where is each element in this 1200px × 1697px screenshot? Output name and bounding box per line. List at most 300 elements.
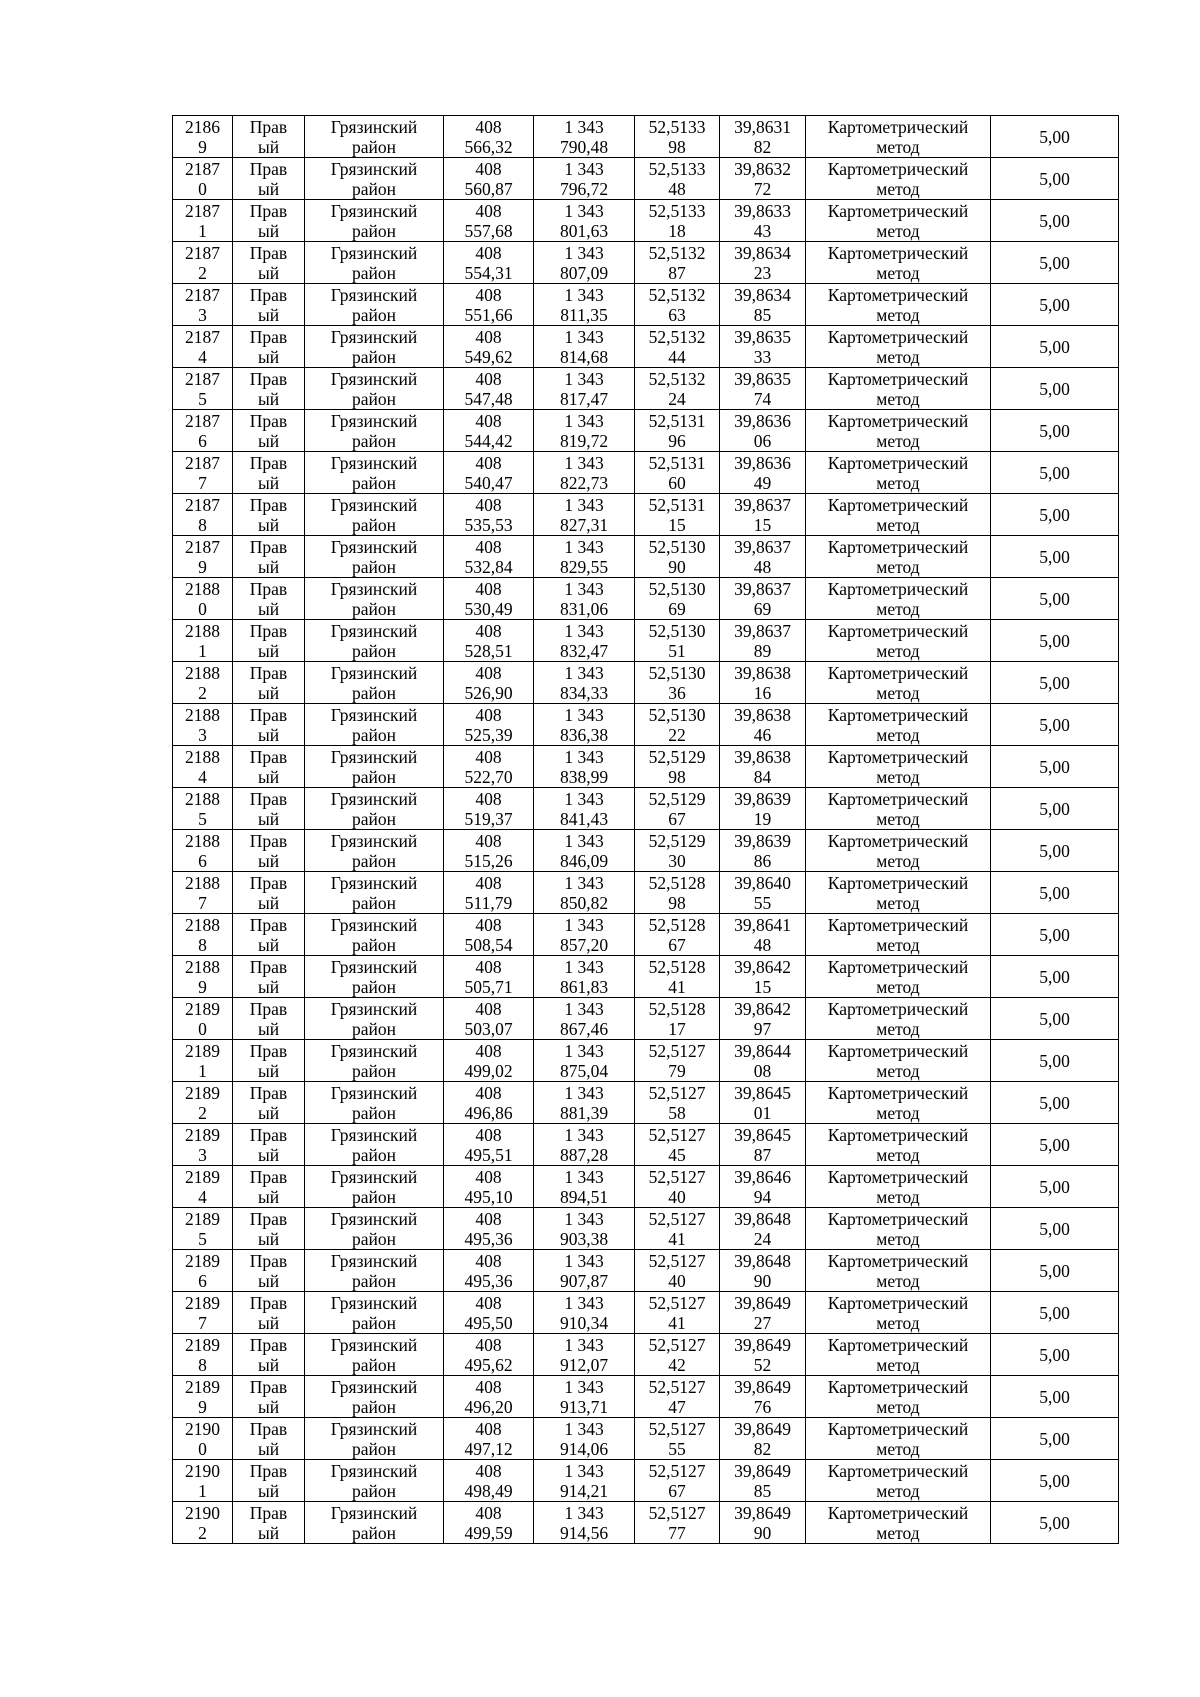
bank-side-cell-line: Прав xyxy=(249,536,288,557)
method-cell-line: метод xyxy=(876,1396,920,1417)
longitude-cell xyxy=(720,788,806,830)
table-row xyxy=(173,200,1119,242)
table-row xyxy=(173,1292,1119,1334)
latitude-cell-line: 87 xyxy=(668,262,686,283)
x-coordinate-cell xyxy=(444,1124,534,1166)
longitude-cell-line: 39,8631 xyxy=(734,116,791,137)
method-cell-line: Картометрический xyxy=(827,1376,969,1397)
y-coordinate-cell xyxy=(534,1334,635,1376)
method-cell-line: Картометрический xyxy=(827,704,969,725)
method-cell xyxy=(806,326,991,368)
longitude-cell xyxy=(720,536,806,578)
x-coordinate-cell-line: 554,31 xyxy=(464,262,513,283)
latitude-cell-line: 52,5130 xyxy=(648,704,706,725)
precision-cell: 5,00 xyxy=(991,116,1119,158)
longitude-cell-line: 39,8649 xyxy=(734,1460,791,1481)
x-coordinate-cell-line: 408 xyxy=(475,1460,502,1481)
district-cell-line: Грязинский xyxy=(330,368,418,389)
table-row xyxy=(173,1250,1119,1292)
y-coordinate-cell xyxy=(534,1082,635,1124)
x-coordinate-cell-line: 508,54 xyxy=(464,934,513,955)
latitude-cell xyxy=(635,536,720,578)
method-cell-line: Картометрический xyxy=(827,1334,969,1355)
longitude-cell-line: 39,8649 xyxy=(734,1502,791,1523)
x-coordinate-cell-line: 530,49 xyxy=(464,598,513,619)
latitude-cell-line: 52,5132 xyxy=(648,326,706,347)
district-cell-line: Грязинский xyxy=(330,452,418,473)
precision-cell: 5,00 xyxy=(991,200,1119,242)
bank-side-cell-line: Прав xyxy=(249,326,288,347)
district-cell xyxy=(305,1208,444,1250)
y-coordinate-cell-line: 914,56 xyxy=(559,1522,609,1543)
method-cell-line: Картометрический xyxy=(827,1460,969,1481)
method-cell-line: метод xyxy=(876,178,920,199)
district-cell-line: район xyxy=(352,808,396,829)
precision-cell: 5,00 xyxy=(991,746,1119,788)
method-cell-line: метод xyxy=(876,430,920,451)
point-number-cell-line: 4 xyxy=(198,346,207,367)
district-cell xyxy=(305,1502,444,1544)
latitude-cell-line: 52,5127 xyxy=(648,1460,706,1481)
longitude-cell-line: 39,8637 xyxy=(734,494,791,515)
y-coordinate-cell-line: 1 343 xyxy=(564,452,604,473)
method-cell-line: Картометрический xyxy=(827,662,969,683)
table-row xyxy=(173,1418,1119,1460)
longitude-cell-line: 84 xyxy=(753,766,772,787)
x-coordinate-cell-line: 549,62 xyxy=(464,346,513,367)
latitude-cell-line: 52,5127 xyxy=(648,1208,706,1229)
y-coordinate-cell-line: 801,63 xyxy=(559,220,609,241)
y-coordinate-cell-line: 834,33 xyxy=(559,682,609,703)
longitude-cell xyxy=(720,410,806,452)
longitude-cell-line: 39,8633 xyxy=(734,200,791,221)
longitude-cell-line: 39,8641 xyxy=(734,914,791,935)
point-number-cell xyxy=(173,410,233,452)
longitude-cell-line: 90 xyxy=(753,1522,772,1543)
table-row xyxy=(173,284,1119,326)
method-cell-line: метод xyxy=(876,766,920,787)
longitude-cell-line: 39,8634 xyxy=(734,284,791,305)
point-number-cell-line: 9 xyxy=(198,976,207,997)
latitude-cell xyxy=(635,1250,720,1292)
method-cell-line: метод xyxy=(876,682,920,703)
x-coordinate-cell-line: 540,47 xyxy=(464,472,513,493)
method-cell-line: метод xyxy=(876,1018,920,1039)
longitude-cell-line: 15 xyxy=(753,514,772,535)
precision-cell: 5,00 xyxy=(991,620,1119,662)
precision-cell: 5,00 xyxy=(991,1250,1119,1292)
y-coordinate-cell xyxy=(534,662,635,704)
district-cell-line: Грязинский xyxy=(330,1166,418,1187)
latitude-cell-line: 24 xyxy=(668,388,686,409)
method-cell xyxy=(806,452,991,494)
y-coordinate-cell-line: 1 343 xyxy=(564,1418,604,1439)
point-number-cell-line: 0 xyxy=(198,1438,207,1459)
longitude-cell xyxy=(720,662,806,704)
x-coordinate-cell-line: 544,42 xyxy=(464,430,513,451)
bank-side-cell-line: ый xyxy=(257,430,280,451)
latitude-cell-line: 69 xyxy=(668,598,686,619)
longitude-cell xyxy=(720,1376,806,1418)
latitude-cell xyxy=(635,1334,720,1376)
method-cell xyxy=(806,1292,991,1334)
latitude-cell-line: 60 xyxy=(668,472,686,493)
latitude-cell-line: 48 xyxy=(668,178,686,199)
district-cell xyxy=(305,746,444,788)
district-cell-line: Грязинский xyxy=(330,1334,418,1355)
latitude-cell xyxy=(635,452,720,494)
latitude-cell-line: 52,5128 xyxy=(648,914,706,935)
x-coordinate-cell-line: 408 xyxy=(475,662,502,683)
longitude-cell-line: 85 xyxy=(753,1480,772,1501)
bank-side-cell-line: Прав xyxy=(249,704,288,725)
district-cell-line: район xyxy=(352,1270,396,1291)
x-coordinate-cell-line: 515,26 xyxy=(464,850,513,871)
method-cell xyxy=(806,1502,991,1544)
table-row xyxy=(173,1040,1119,1082)
point-number-cell xyxy=(173,662,233,704)
latitude-cell xyxy=(635,1460,720,1502)
method-cell-line: Картометрический xyxy=(827,620,969,641)
x-coordinate-cell-line: 408 xyxy=(475,368,502,389)
bank-side-cell-line: ый xyxy=(257,934,280,955)
x-coordinate-cell-line: 499,02 xyxy=(464,1060,513,1081)
latitude-cell-line: 52,5127 xyxy=(648,1166,706,1187)
y-coordinate-cell xyxy=(534,1040,635,1082)
bank-side-cell xyxy=(233,158,305,200)
district-cell-line: Грязинский xyxy=(330,1418,418,1439)
district-cell-line: район xyxy=(352,1228,396,1249)
y-coordinate-cell-line: 1 343 xyxy=(564,1292,604,1313)
bank-side-cell-line: Прав xyxy=(249,494,288,515)
longitude-cell xyxy=(720,494,806,536)
y-coordinate-cell xyxy=(534,1292,635,1334)
y-coordinate-cell-line: 914,21 xyxy=(559,1480,609,1501)
method-cell-line: метод xyxy=(876,136,920,157)
y-coordinate-cell-line: 1 343 xyxy=(564,158,604,179)
latitude-cell-line: 30 xyxy=(668,850,686,871)
district-cell xyxy=(305,1124,444,1166)
y-coordinate-cell-line: 1 343 xyxy=(564,1502,604,1523)
method-cell xyxy=(806,830,991,872)
latitude-cell-line: 52,5127 xyxy=(648,1292,706,1313)
point-number-cell-line: 5 xyxy=(198,808,207,829)
latitude-cell-line: 52,5129 xyxy=(648,830,706,851)
method-cell-line: Картометрический xyxy=(827,410,969,431)
point-number-cell xyxy=(173,1124,233,1166)
longitude-cell-line: 39,8637 xyxy=(734,620,791,641)
method-cell-line: Картометрический xyxy=(827,494,969,515)
district-cell-line: район xyxy=(352,1186,396,1207)
district-cell xyxy=(305,1376,444,1418)
district-cell xyxy=(305,452,444,494)
bank-side-cell-line: Прав xyxy=(249,788,288,809)
longitude-cell-line: 15 xyxy=(753,976,772,997)
latitude-cell-line: 52,5127 xyxy=(648,1334,706,1355)
method-cell-line: Картометрический xyxy=(827,116,969,137)
district-cell-line: район xyxy=(352,1018,396,1039)
bank-side-cell-line: ый xyxy=(257,1480,280,1501)
table-row xyxy=(173,1166,1119,1208)
latitude-cell-line: 63 xyxy=(668,304,686,325)
x-coordinate-cell-line: 408 xyxy=(475,620,502,641)
district-cell xyxy=(305,872,444,914)
x-coordinate-cell xyxy=(444,1082,534,1124)
longitude-cell-line: 90 xyxy=(753,1270,772,1291)
point-number-cell-line: 4 xyxy=(198,1186,207,1207)
district-cell-line: Грязинский xyxy=(330,578,418,599)
district-cell-line: район xyxy=(352,766,396,787)
x-coordinate-cell-line: 408 xyxy=(475,1334,502,1355)
table-row xyxy=(173,326,1119,368)
latitude-cell-line: 52,5131 xyxy=(648,410,706,431)
method-cell-line: Картометрический xyxy=(827,998,969,1019)
method-cell-line: метод xyxy=(876,850,920,871)
x-coordinate-cell xyxy=(444,494,534,536)
y-coordinate-cell-line: 910,34 xyxy=(559,1312,609,1333)
method-cell-line: Картометрический xyxy=(827,872,969,893)
y-coordinate-cell-line: 814,68 xyxy=(559,346,609,367)
bank-side-cell-line: Прав xyxy=(249,368,288,389)
precision-cell: 5,00 xyxy=(991,830,1119,872)
y-coordinate-cell-line: 1 343 xyxy=(564,494,604,515)
point-number-cell-line: 2189 xyxy=(185,1124,220,1145)
x-coordinate-cell-line: 408 xyxy=(475,830,502,851)
district-cell-line: Грязинский xyxy=(330,158,418,179)
table-row xyxy=(173,1460,1119,1502)
x-coordinate-cell xyxy=(444,410,534,452)
x-coordinate-cell-line: 497,12 xyxy=(464,1438,513,1459)
bank-side-cell xyxy=(233,1040,305,1082)
y-coordinate-cell-line: 811,35 xyxy=(560,304,608,325)
table-row xyxy=(173,368,1119,410)
y-coordinate-cell-line: 829,55 xyxy=(559,556,609,577)
table-row xyxy=(173,998,1119,1040)
y-coordinate-cell xyxy=(534,1460,635,1502)
point-number-cell-line: 2188 xyxy=(185,578,220,599)
point-number-cell-line: 3 xyxy=(198,304,207,325)
point-number-cell xyxy=(173,1292,233,1334)
district-cell-line: район xyxy=(352,556,396,577)
y-coordinate-cell-line: 881,39 xyxy=(559,1102,609,1123)
longitude-cell xyxy=(720,200,806,242)
y-coordinate-cell-line: 1 343 xyxy=(564,242,604,263)
bank-side-cell-line: ый xyxy=(257,136,280,157)
district-cell-line: Грязинский xyxy=(330,1208,418,1229)
method-cell-line: метод xyxy=(876,472,920,493)
y-coordinate-cell-line: 1 343 xyxy=(564,914,604,935)
district-cell xyxy=(305,242,444,284)
bank-side-cell-line: ый xyxy=(257,262,280,283)
method-cell xyxy=(806,704,991,746)
district-cell-line: Грязинский xyxy=(330,830,418,851)
point-number-cell xyxy=(173,830,233,872)
district-cell-line: район xyxy=(352,1522,396,1543)
longitude-cell-line: 39,8638 xyxy=(734,704,791,725)
point-number-cell-line: 9 xyxy=(198,136,207,157)
longitude-cell-line: 39,8636 xyxy=(734,410,791,431)
x-coordinate-cell-line: 495,62 xyxy=(464,1354,513,1375)
bank-side-cell-line: Прав xyxy=(249,1460,288,1481)
y-coordinate-cell xyxy=(534,452,635,494)
x-coordinate-cell-line: 408 xyxy=(475,452,502,473)
district-cell-line: район xyxy=(352,1354,396,1375)
point-number-cell-line: 2187 xyxy=(185,368,220,389)
latitude-cell-line: 42 xyxy=(668,1354,686,1375)
method-cell xyxy=(806,914,991,956)
precision-cell: 5,00 xyxy=(991,1460,1119,1502)
x-coordinate-cell-line: 408 xyxy=(475,410,502,431)
longitude-cell-line: 97 xyxy=(753,1018,772,1039)
latitude-cell xyxy=(635,872,720,914)
longitude-cell-line: 08 xyxy=(753,1060,772,1081)
y-coordinate-cell-line: 1 343 xyxy=(564,200,604,221)
method-cell-line: Картометрический xyxy=(827,1292,969,1313)
point-number-cell-line: 0 xyxy=(198,178,207,199)
bank-side-cell-line: Прав xyxy=(249,116,288,137)
point-number-cell-line: 2189 xyxy=(185,1040,220,1061)
table-row xyxy=(173,746,1119,788)
precision-cell: 5,00 xyxy=(991,956,1119,998)
district-cell-line: Грязинский xyxy=(330,200,418,221)
longitude-cell xyxy=(720,1040,806,1082)
latitude-cell-line: 52,5132 xyxy=(648,242,706,263)
x-coordinate-cell xyxy=(444,1040,534,1082)
latitude-cell-line: 52,5127 xyxy=(648,1082,706,1103)
longitude-cell xyxy=(720,914,806,956)
latitude-cell-line: 52,5130 xyxy=(648,620,706,641)
point-number-cell-line: 4 xyxy=(198,766,207,787)
district-cell xyxy=(305,1250,444,1292)
method-cell-line: метод xyxy=(876,976,920,997)
precision-cell: 5,00 xyxy=(991,326,1119,368)
precision-cell: 5,00 xyxy=(991,1040,1119,1082)
x-coordinate-cell-line: 566,32 xyxy=(464,136,513,157)
x-coordinate-cell xyxy=(444,704,534,746)
y-coordinate-cell xyxy=(534,1124,635,1166)
x-coordinate-cell-line: 408 xyxy=(475,998,502,1019)
y-coordinate-cell-line: 1 343 xyxy=(564,1124,604,1145)
point-number-cell-line: 8 xyxy=(198,934,207,955)
bank-side-cell xyxy=(233,1334,305,1376)
bank-side-cell-line: ый xyxy=(257,1186,280,1207)
longitude-cell-line: 74 xyxy=(753,388,772,409)
district-cell-line: Грязинский xyxy=(330,956,418,977)
y-coordinate-cell-line: 903,38 xyxy=(559,1228,609,1249)
latitude-cell-line: 45 xyxy=(668,1144,686,1165)
longitude-cell-line: 24 xyxy=(753,1228,772,1249)
district-cell-line: Грязинский xyxy=(330,746,418,767)
y-coordinate-cell-line: 1 343 xyxy=(564,1460,604,1481)
district-cell xyxy=(305,368,444,410)
table-row xyxy=(173,158,1119,200)
method-cell xyxy=(806,242,991,284)
bank-side-cell xyxy=(233,326,305,368)
x-coordinate-cell xyxy=(444,1250,534,1292)
latitude-cell-line: 52,5131 xyxy=(648,494,706,515)
bank-side-cell-line: Прав xyxy=(249,1376,288,1397)
longitude-cell-line: 48 xyxy=(753,934,772,955)
x-coordinate-cell-line: 496,86 xyxy=(464,1102,513,1123)
method-cell-line: Картометрический xyxy=(827,200,969,221)
bank-side-cell-line: ый xyxy=(257,850,280,871)
x-coordinate-cell-line: 408 xyxy=(475,578,502,599)
longitude-cell-line: 39,8649 xyxy=(734,1376,791,1397)
district-cell xyxy=(305,494,444,536)
method-cell-line: метод xyxy=(876,514,920,535)
bank-side-cell xyxy=(233,1166,305,1208)
longitude-cell xyxy=(720,452,806,494)
longitude-cell-line: 19 xyxy=(753,808,772,829)
x-coordinate-cell-line: 535,53 xyxy=(464,514,513,535)
district-cell-line: район xyxy=(352,934,396,955)
method-cell-line: Картометрический xyxy=(827,830,969,851)
longitude-cell-line: 39,8639 xyxy=(734,830,791,851)
precision-cell: 5,00 xyxy=(991,1418,1119,1460)
method-cell-line: метод xyxy=(876,304,920,325)
latitude-cell-line: 98 xyxy=(668,766,686,787)
latitude-cell-line: 40 xyxy=(668,1186,686,1207)
point-number-cell-line: 0 xyxy=(198,1018,207,1039)
point-number-cell-line: 8 xyxy=(198,1354,207,1375)
x-coordinate-cell xyxy=(444,1502,534,1544)
longitude-cell-line: 39,8635 xyxy=(734,368,791,389)
district-cell-line: Грязинский xyxy=(330,242,418,263)
latitude-cell xyxy=(635,1082,720,1124)
point-number-cell-line: 2188 xyxy=(185,914,220,935)
y-coordinate-cell xyxy=(534,956,635,998)
longitude-cell xyxy=(720,1124,806,1166)
y-coordinate-cell-line: 867,46 xyxy=(559,1018,609,1039)
x-coordinate-cell-line: 505,71 xyxy=(464,976,513,997)
y-coordinate-cell-line: 875,04 xyxy=(559,1060,609,1081)
method-cell-line: Картометрический xyxy=(827,1166,969,1187)
district-cell-line: Грязинский xyxy=(330,1250,418,1271)
y-coordinate-cell-line: 1 343 xyxy=(564,788,604,809)
bank-side-cell xyxy=(233,830,305,872)
method-cell xyxy=(806,200,991,242)
method-cell-line: метод xyxy=(876,808,920,829)
x-coordinate-cell-line: 408 xyxy=(475,746,502,767)
y-coordinate-cell xyxy=(534,1502,635,1544)
bank-side-cell-line: Прав xyxy=(249,1250,288,1271)
y-coordinate-cell xyxy=(534,1250,635,1292)
latitude-cell-line: 52,5133 xyxy=(648,116,706,137)
bank-side-cell-line: Прав xyxy=(249,1334,288,1355)
x-coordinate-cell xyxy=(444,830,534,872)
longitude-cell-line: 39,8649 xyxy=(734,1292,791,1313)
bank-side-cell-line: ый xyxy=(257,682,280,703)
y-coordinate-cell xyxy=(534,746,635,788)
longitude-cell-line: 39,8634 xyxy=(734,242,791,263)
latitude-cell xyxy=(635,830,720,872)
point-number-cell-line: 7 xyxy=(198,1312,207,1333)
x-coordinate-cell-line: 408 xyxy=(475,1040,502,1061)
district-cell-line: район xyxy=(352,1396,396,1417)
precision-cell: 5,00 xyxy=(991,1292,1119,1334)
point-number-cell-line: 2 xyxy=(198,1522,207,1543)
point-number-cell-line: 2187 xyxy=(185,494,220,515)
x-coordinate-cell xyxy=(444,914,534,956)
bank-side-cell xyxy=(233,704,305,746)
bank-side-cell-line: ый xyxy=(257,598,280,619)
point-number-cell-line: 2189 xyxy=(185,998,220,1019)
longitude-cell xyxy=(720,326,806,368)
longitude-cell-line: 39,8649 xyxy=(734,1418,791,1439)
longitude-cell-line: 39,8637 xyxy=(734,536,791,557)
district-cell-line: район xyxy=(352,430,396,451)
x-coordinate-cell xyxy=(444,326,534,368)
